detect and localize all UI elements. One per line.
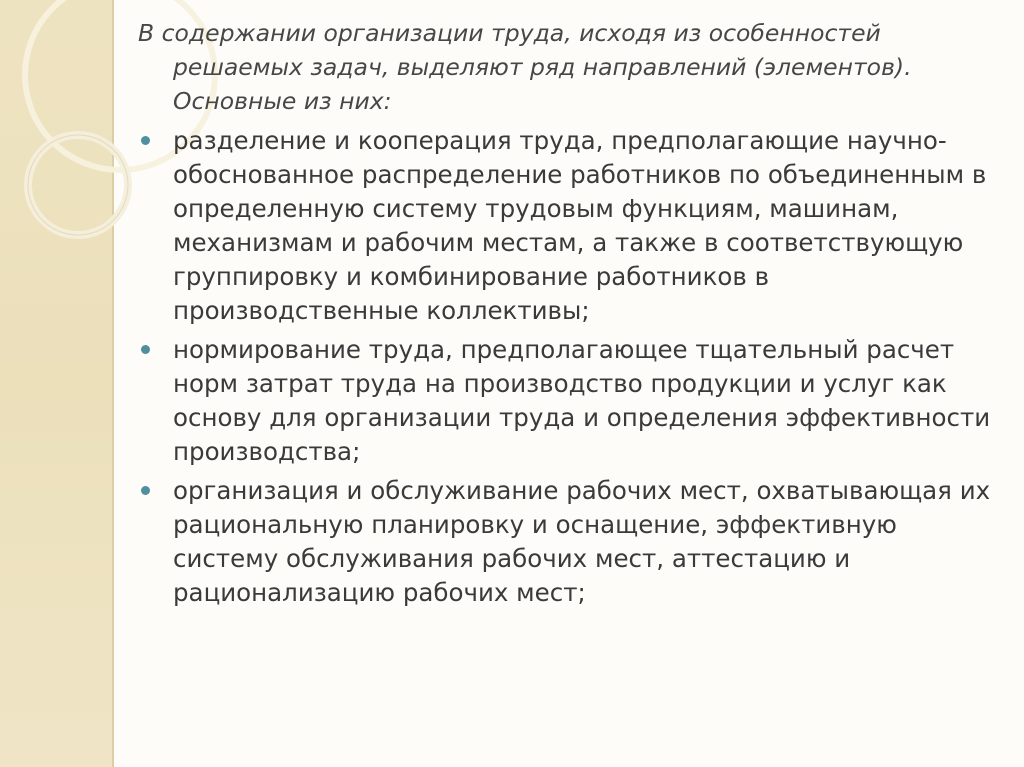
slide-body bbox=[138, 16, 1008, 610]
list-item-text: нормирование труда, предполагающее тщательный расчет норм затрат труда на производство продукции и услуг как основу для организации труда и определения эффективности производства; bbox=[173, 335, 991, 466]
intro-paragraph: В содержании организации труда, исходя из особенностей решаемых задач, выделяют ряд направлений (элементов). Основные из них: bbox=[138, 19, 912, 115]
list-item-text: организация и обслуживание рабочих мест, охватывающая их рациональную планировку и оснащение, эффективную систему обслуживания рабочих мест, аттестацию и рационализацию рабочих мест; bbox=[173, 476, 991, 607]
bullet-icon bbox=[141, 486, 150, 495]
bullet-icon bbox=[141, 345, 150, 354]
list-item bbox=[138, 124, 1008, 328]
bullet-list bbox=[138, 124, 1008, 610]
decorative-rings bbox=[0, 0, 160, 300]
list-item bbox=[138, 333, 1008, 469]
list-item-text: разделение и кооперация труда, предполагающие научно-обоснованное распределение работников по объединенным в определенную систему трудовым функциям, машинам, механизмам и рабочим местам, а также в соответствующую группировку и комбинирование работников в производственные коллективы; bbox=[173, 126, 987, 325]
bullet-icon bbox=[141, 136, 150, 145]
list-item bbox=[138, 474, 1008, 610]
